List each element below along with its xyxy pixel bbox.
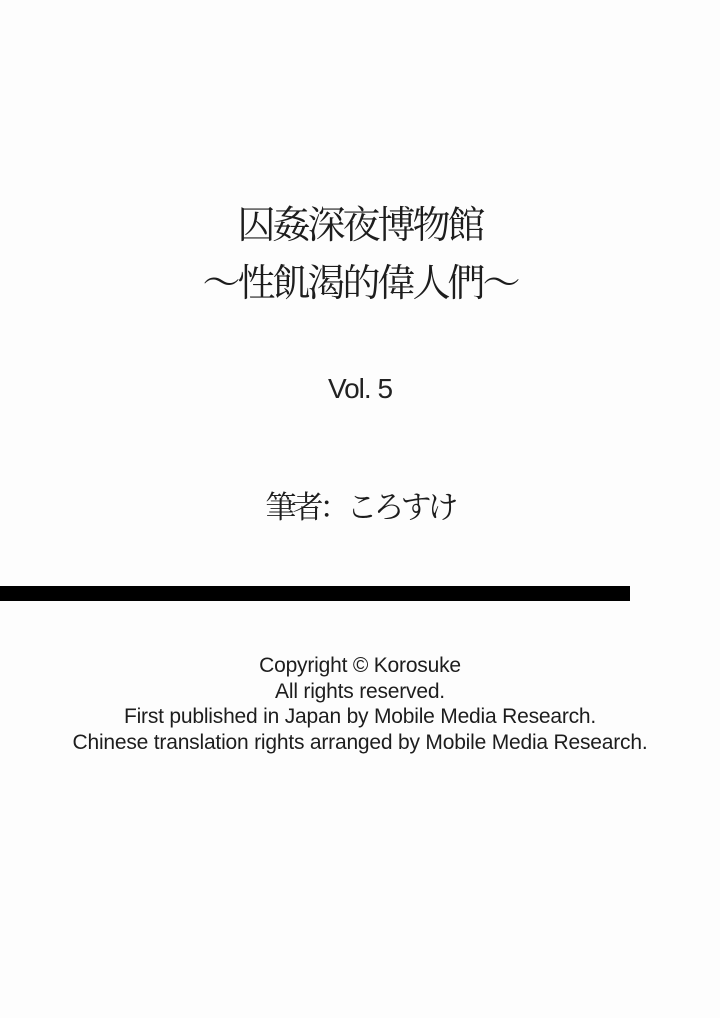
volume-label: Vol. 5: [327, 373, 393, 404]
copyright-line: All rights reserved.: [275, 679, 445, 703]
copyright-line: First published in Japan by Mobile Media Research.: [123, 705, 597, 729]
copyright-block: [0, 653, 720, 755]
censor-bar: [0, 586, 630, 601]
book-title: [0, 197, 720, 313]
book-title-line1: 囚姦深夜博物館: [237, 205, 483, 247]
author-label: 筆者：ころすけ: [265, 490, 455, 525]
copyright-line: Chinese translation rights arranged by Mobile Media Research.: [72, 730, 648, 754]
book-title-line2: ～性飢渴的偉人們～: [202, 263, 518, 305]
copyright-line: Copyright © Korosuke: [259, 654, 461, 677]
